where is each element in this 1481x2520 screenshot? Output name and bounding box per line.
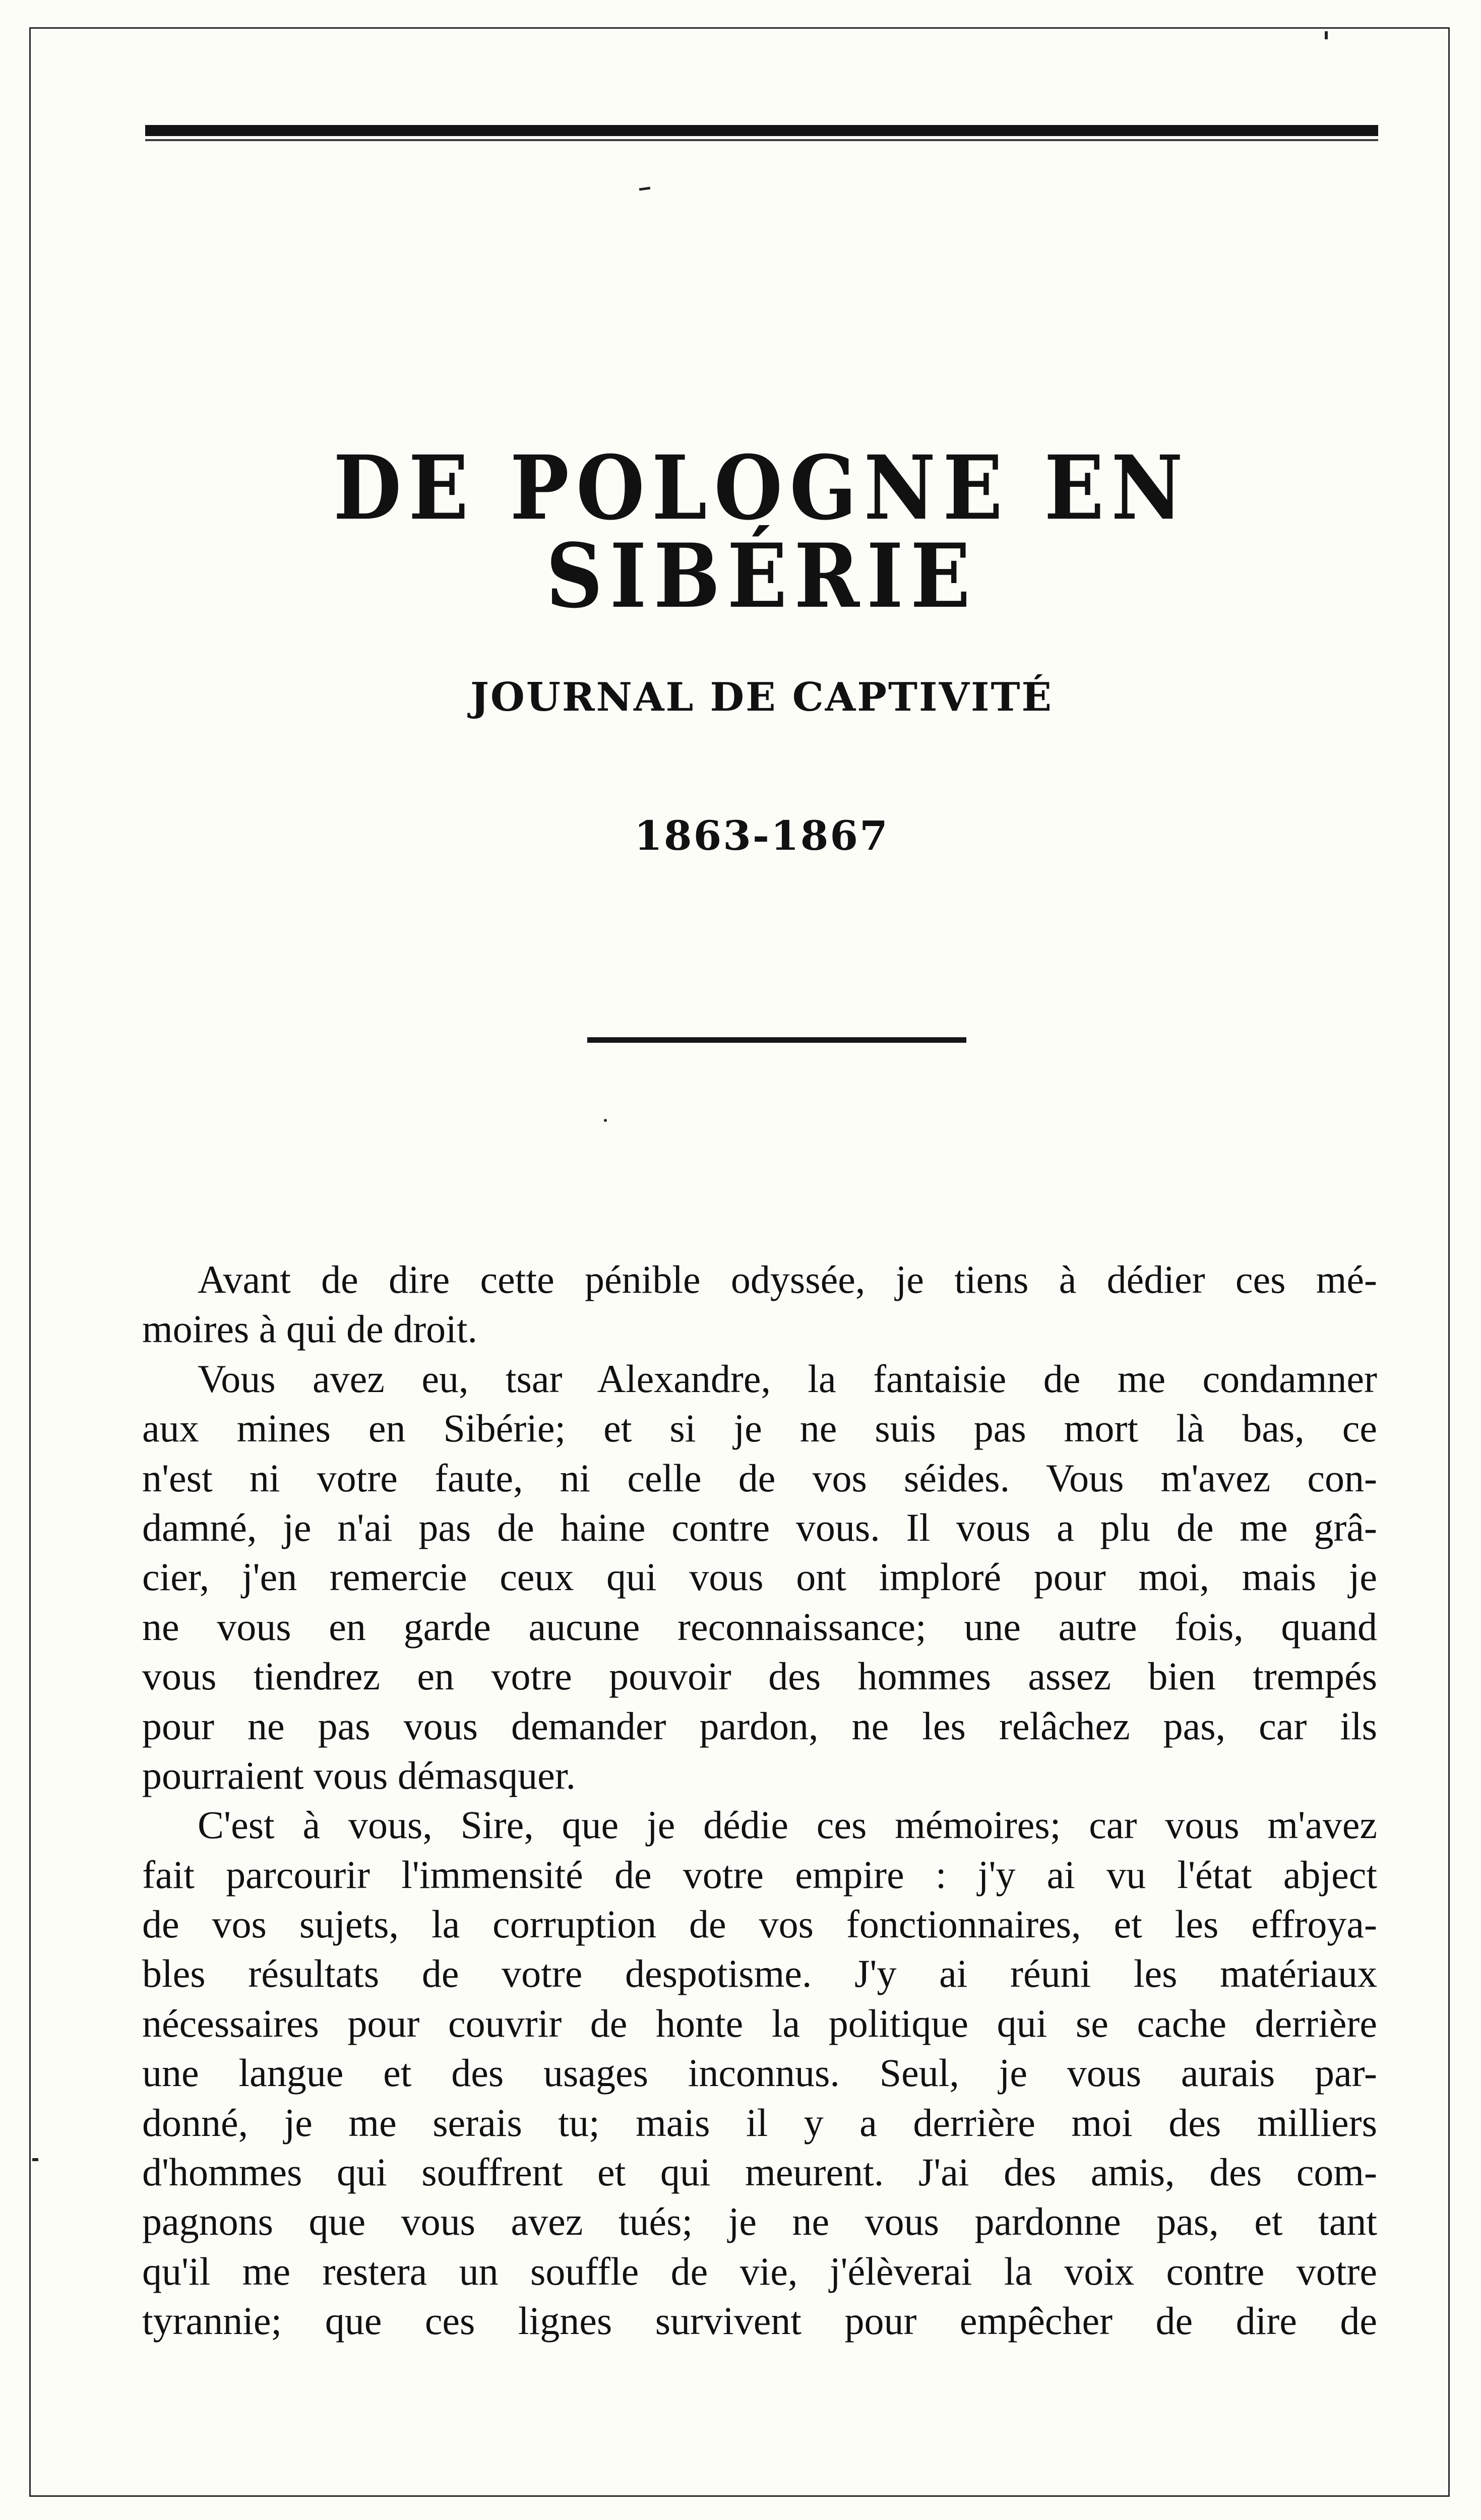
top-rule-underline bbox=[145, 139, 1378, 141]
text-line: pourraient vous démasquer. bbox=[142, 1753, 576, 1797]
ink-speck bbox=[32, 2158, 38, 2161]
text-line: pagnons que vous avez tués; je ne vous pardonne pas, et tant bbox=[142, 2199, 1377, 2244]
text-line: cier, j'en remercie ceux qui vous ont imploré pour moi, mais je bbox=[142, 1555, 1377, 1599]
text-line: de vos sujets, la corruption de vos fonctionnaires, et les effroya- bbox=[142, 1902, 1377, 1946]
text-line: moires à qui de droit. bbox=[142, 1307, 478, 1351]
section-rule bbox=[587, 1037, 966, 1043]
ink-speck bbox=[604, 1119, 607, 1122]
text-line: une langue et des usages inconnus. Seul, je vous aurais par- bbox=[142, 2051, 1377, 2095]
text-line: d'hommes qui souffrent et qui meurent. J'ai des amis, des com- bbox=[142, 2150, 1377, 2194]
text-line: aux mines en Sibérie; et si je ne suis pas mort là bas, ce bbox=[142, 1406, 1377, 1451]
top-rule bbox=[145, 125, 1378, 136]
text-line: Avant de dire cette pénible odyssée, je tiens à dédier ces mé- bbox=[198, 1257, 1377, 1301]
text-line: tyrannie; que ces lignes survivent pour empêcher de dire de bbox=[142, 2299, 1377, 2343]
text-line: bles résultats de votre despotisme. J'y ai réuni les matériaux bbox=[142, 1951, 1377, 1996]
text-line: C'est à vous, Sire, que je dédie ces mémoires; car vous m'avez bbox=[198, 1803, 1377, 1847]
text-line: Vous avez eu, tsar Alexandre, la fantaisie de me condamner bbox=[198, 1356, 1377, 1401]
text-line: donné, je me serais tu; mais il y a derrière moi des milliers bbox=[142, 2100, 1377, 2145]
text-line: qu'il me restera un souffle de vie, j'élèverai la voix contre votre bbox=[142, 2249, 1377, 2293]
text-line: vous tiendrez en votre pouvoir des hommes assez bien trempés bbox=[142, 1654, 1377, 1698]
book-title: DE POLOGNE EN SIBÉRIE bbox=[333, 436, 1190, 628]
text-line: n'est ni votre faute, ni celle de vos séides. Vous m'avez con- bbox=[142, 1456, 1377, 1500]
text-line: nécessaires pour couvrir de honte la politique qui se cache derrière bbox=[142, 2001, 1377, 2045]
ink-speck bbox=[1325, 31, 1328, 39]
body-text bbox=[142, 1255, 1377, 2346]
text-line: ne vous en garde aucune reconnaissance; une autre fois, quand bbox=[142, 1604, 1377, 1649]
text-line: fait parcourir l'immensité de votre empire : j'y ai vu l'état abject bbox=[142, 1852, 1377, 1897]
text-line: damné, je n'ai pas de haine contre vous. Il vous a plu de me grâ- bbox=[142, 1505, 1377, 1549]
date-range: 1863-1867 bbox=[634, 812, 889, 859]
text-line: pour ne pas vous demander pardon, ne les relâchez pas, car ils bbox=[142, 1704, 1377, 1748]
book-subtitle: JOURNAL DE CAPTIVITÉ bbox=[470, 674, 1054, 720]
